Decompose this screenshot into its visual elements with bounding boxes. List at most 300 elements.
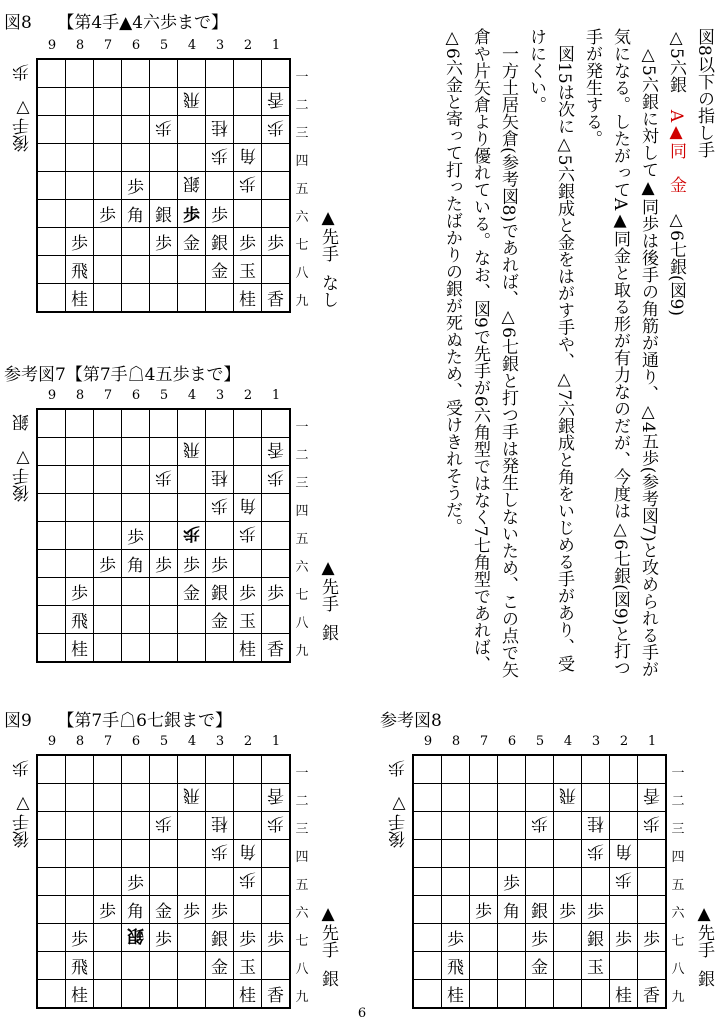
board-square — [38, 494, 66, 522]
board-square — [94, 466, 122, 494]
board-square — [638, 896, 665, 924]
board-square — [38, 438, 66, 466]
rank-label: 五 — [671, 878, 685, 893]
rank-label: 一 — [295, 766, 309, 781]
board-square — [66, 172, 94, 200]
gote-piece: 歩 — [267, 117, 284, 137]
board-square — [262, 896, 289, 924]
sente-piece: 歩 — [155, 930, 172, 950]
sente-piece: 飛 — [71, 262, 88, 282]
board-square — [262, 868, 289, 896]
paragraph-3: 一方土居矢倉(参考図8)であれば、△6七銀と打つ手は発生しないため、この点で矢倉や片矢倉より優れている。なお、図9で先手が6六角型ではなく7七角型であれば、△6六金と寄って打ったばかりの銀が死ぬため、受けきれそうだ。 — [442, 28, 518, 678]
board-square — [150, 466, 178, 494]
board-square — [150, 896, 178, 924]
board-square — [262, 200, 289, 228]
rank-label: 八 — [295, 962, 309, 977]
board-square — [66, 410, 94, 438]
gote-piece: 角 — [239, 841, 256, 861]
sente-label: ▲先手 — [318, 904, 338, 958]
board-square — [66, 606, 94, 634]
sente-piece: 銀 — [211, 930, 228, 950]
sente-piece: 桂 — [71, 290, 88, 310]
board-square — [38, 840, 66, 868]
board-square — [94, 60, 122, 88]
board-square — [122, 980, 150, 1007]
board-square — [122, 200, 150, 228]
board-square — [94, 578, 122, 606]
board-square — [66, 952, 94, 980]
sente-label: ▲先手 — [318, 208, 338, 262]
rank-label: 四 — [295, 504, 309, 519]
gote-piece: 角 — [615, 841, 632, 861]
board-square — [582, 980, 610, 1007]
board-square — [206, 606, 234, 634]
sente-hand: 銀 — [694, 970, 714, 987]
board-square — [94, 924, 122, 952]
board-square — [206, 144, 234, 172]
gote-piece: 香 — [267, 89, 284, 109]
gote-piece: 歩 — [155, 813, 172, 833]
file-label: 9 — [47, 734, 57, 749]
board-square — [94, 172, 122, 200]
board-square — [262, 172, 289, 200]
board-square — [150, 144, 178, 172]
move-1: △5六銀 — [666, 28, 686, 93]
sente-piece: 歩 — [211, 902, 228, 922]
board-square — [150, 200, 178, 228]
board-square — [414, 868, 442, 896]
board-square — [234, 116, 262, 144]
board-square — [206, 60, 234, 88]
board-square — [206, 952, 234, 980]
board-square — [178, 840, 206, 868]
board-square — [178, 952, 206, 980]
board-square — [150, 756, 178, 784]
board-square — [234, 228, 262, 256]
board-square — [526, 980, 554, 1007]
sente-piece: 歩 — [475, 902, 492, 922]
board-square — [94, 200, 122, 228]
board-square — [66, 256, 94, 284]
board-square — [122, 60, 150, 88]
board-square — [38, 172, 66, 200]
board-square — [66, 924, 94, 952]
gote-label: 後手▽ — [389, 794, 409, 848]
file-label: 8 — [75, 734, 85, 749]
sente-piece: 歩 — [183, 206, 200, 226]
board-square — [234, 88, 262, 116]
board-square — [38, 88, 66, 116]
board-square — [178, 172, 206, 200]
sente-hand: 銀 — [318, 970, 338, 987]
gote-hand: 銀 — [13, 414, 33, 431]
board-square — [122, 756, 150, 784]
gote-piece: 香 — [267, 785, 284, 805]
board-square — [582, 896, 610, 924]
board-square — [498, 896, 526, 924]
board-square — [66, 284, 94, 311]
board-square — [150, 550, 178, 578]
board-square — [38, 634, 66, 661]
file-label: 9 — [423, 734, 433, 749]
board-square — [262, 410, 289, 438]
board-square — [178, 466, 206, 494]
sente-piece: 飛 — [71, 958, 88, 978]
board-square — [498, 784, 526, 812]
rank-label: 九 — [671, 990, 685, 1005]
board-square — [206, 840, 234, 868]
sente-piece: 歩 — [559, 902, 576, 922]
file-label: 1 — [271, 734, 281, 749]
sente-piece: 角 — [127, 902, 144, 922]
board-square — [206, 784, 234, 812]
board-square — [38, 896, 66, 924]
rank-label: 九 — [295, 644, 309, 659]
gote-piece: 歩 — [239, 523, 256, 543]
board-square — [262, 784, 289, 812]
board-square — [554, 784, 582, 812]
rank-label: 五 — [295, 532, 309, 547]
board-square — [38, 256, 66, 284]
board-square — [234, 200, 262, 228]
board-square — [414, 924, 442, 952]
sente-piece: 銀 — [587, 930, 604, 950]
file-label: 6 — [507, 734, 517, 749]
board-square — [638, 784, 665, 812]
board-square — [122, 284, 150, 311]
sente-piece: 歩 — [211, 556, 228, 576]
board-square — [442, 924, 470, 952]
board-square — [178, 924, 206, 952]
board-square — [94, 494, 122, 522]
board-square — [206, 256, 234, 284]
board-square — [66, 60, 94, 88]
rank-label: 六 — [295, 906, 309, 921]
board-square — [178, 144, 206, 172]
sente-piece: 桂 — [239, 640, 256, 660]
board-square — [66, 784, 94, 812]
board-square — [122, 466, 150, 494]
board-square — [638, 924, 665, 952]
board-square — [66, 756, 94, 784]
file-label: 1 — [271, 38, 281, 53]
board-square — [526, 868, 554, 896]
rank-label: 九 — [295, 990, 309, 1005]
board-square — [94, 522, 122, 550]
board-square — [554, 896, 582, 924]
board-square — [150, 116, 178, 144]
board-square — [262, 756, 289, 784]
file-label: 3 — [591, 734, 601, 749]
sente-piece: 玉 — [239, 958, 256, 978]
board-square — [262, 634, 289, 661]
board-square — [178, 284, 206, 311]
board-square — [150, 578, 178, 606]
gote-piece: 桂 — [211, 117, 228, 137]
board-square — [234, 980, 262, 1007]
sente-piece: 歩 — [531, 930, 548, 950]
sente-piece: 歩 — [239, 584, 256, 604]
board-square — [150, 228, 178, 256]
gote-label: 後手▽ — [13, 794, 33, 848]
sente-piece: 歩 — [211, 206, 228, 226]
file-label: 2 — [243, 388, 253, 403]
paragraph-2: 図15は次に△5六銀成と金をはがす手や、△7六銀成と角をいじめる手があり、受けにくい。 — [526, 28, 574, 673]
board-square — [122, 868, 150, 896]
board-square — [38, 784, 66, 812]
board-square — [638, 756, 665, 784]
board-square — [554, 840, 582, 868]
board-square — [498, 840, 526, 868]
board-square — [206, 172, 234, 200]
board-square — [206, 522, 234, 550]
gote-piece: 歩 — [267, 467, 284, 487]
rank-label: 三 — [671, 822, 685, 837]
shogi-board — [36, 408, 291, 663]
board-square — [234, 606, 262, 634]
board-square — [470, 840, 498, 868]
board-square — [178, 784, 206, 812]
file-label: 7 — [103, 734, 113, 749]
file-label: 7 — [479, 734, 489, 749]
board-square — [150, 634, 178, 661]
board-square — [470, 896, 498, 924]
board-square — [122, 228, 150, 256]
board-square — [262, 606, 289, 634]
board-square — [262, 980, 289, 1007]
board-square — [66, 840, 94, 868]
shogi-board — [36, 58, 291, 313]
board-square — [442, 896, 470, 924]
rank-label: 三 — [295, 126, 309, 141]
board-square — [38, 200, 66, 228]
board-square — [610, 924, 638, 952]
board-square — [638, 980, 665, 1007]
board-square — [150, 410, 178, 438]
board-square — [178, 228, 206, 256]
board-square — [178, 634, 206, 661]
gote-piece: 歩 — [211, 495, 228, 515]
file-label: 6 — [131, 388, 141, 403]
board-square — [206, 980, 234, 1007]
file-label: 7 — [103, 388, 113, 403]
diagram-title: 参考図8 — [380, 711, 442, 731]
board-square — [206, 578, 234, 606]
gote-piece: 歩 — [211, 145, 228, 165]
board-square — [122, 952, 150, 980]
board-square — [38, 578, 66, 606]
board-square — [38, 756, 66, 784]
board-square — [234, 840, 262, 868]
sente-piece: 金 — [155, 902, 172, 922]
board-square — [582, 812, 610, 840]
board-square — [554, 980, 582, 1007]
sente-piece: 歩 — [127, 528, 144, 548]
gote-piece: 飛 — [183, 439, 200, 459]
gote-hand: 歩 — [13, 760, 33, 777]
sente-piece: 歩 — [183, 556, 200, 576]
board-square — [122, 144, 150, 172]
sente-piece: 歩 — [267, 234, 284, 254]
file-label: 4 — [187, 38, 197, 53]
rank-label: 六 — [295, 210, 309, 225]
board-square — [638, 952, 665, 980]
rank-label: 七 — [295, 238, 309, 253]
board-square — [610, 952, 638, 980]
board-square — [94, 784, 122, 812]
sente-piece: 桂 — [71, 986, 88, 1006]
board-square — [526, 952, 554, 980]
board-square — [610, 840, 638, 868]
file-label: 5 — [159, 388, 169, 403]
board-square — [470, 952, 498, 980]
board-square — [414, 980, 442, 1007]
rank-label: 七 — [671, 934, 685, 949]
board-square — [206, 228, 234, 256]
board-square — [150, 606, 178, 634]
gote-piece: 桂 — [211, 467, 228, 487]
board-square — [234, 868, 262, 896]
sente-piece: 金 — [531, 958, 548, 978]
file-label: 1 — [647, 734, 657, 749]
board-square — [234, 634, 262, 661]
board-square — [122, 438, 150, 466]
board-square — [178, 522, 206, 550]
board-square — [442, 784, 470, 812]
board-square — [178, 116, 206, 144]
gote-piece: 飛 — [183, 785, 200, 805]
rank-label: 九 — [295, 294, 309, 309]
file-label: 2 — [243, 734, 253, 749]
board-square — [38, 812, 66, 840]
board-square — [206, 868, 234, 896]
sente-piece: 歩 — [71, 234, 88, 254]
sente-piece: 歩 — [183, 902, 200, 922]
rank-label: 四 — [671, 850, 685, 865]
board-square — [38, 550, 66, 578]
board-square — [234, 494, 262, 522]
board-square — [66, 634, 94, 661]
rank-label: 六 — [295, 560, 309, 575]
board-square — [262, 522, 289, 550]
board-square — [94, 634, 122, 661]
gote-hand: 歩 — [13, 64, 33, 81]
sente-piece: 金 — [183, 584, 200, 604]
board-square — [150, 980, 178, 1007]
board-square — [234, 952, 262, 980]
board-square — [66, 116, 94, 144]
sente-piece: 角 — [127, 206, 144, 226]
sente-piece: 歩 — [99, 556, 116, 576]
file-label: 1 — [271, 388, 281, 403]
sente-piece: 歩 — [155, 556, 172, 576]
gote-piece: 香 — [643, 785, 660, 805]
board-square — [234, 812, 262, 840]
board-square — [150, 924, 178, 952]
file-label: 6 — [131, 38, 141, 53]
sente-piece: 玉 — [239, 262, 256, 282]
board-square — [66, 868, 94, 896]
board-square — [206, 466, 234, 494]
board-square — [262, 494, 289, 522]
sente-piece: 金 — [211, 262, 228, 282]
board-square — [498, 952, 526, 980]
board-square — [234, 522, 262, 550]
board-square — [234, 784, 262, 812]
file-label: 5 — [159, 38, 169, 53]
board-square — [234, 466, 262, 494]
board-square — [206, 634, 234, 661]
board-square — [442, 840, 470, 868]
file-label: 3 — [215, 734, 225, 749]
sente-piece: 桂 — [239, 986, 256, 1006]
board-square — [414, 840, 442, 868]
board-square — [94, 840, 122, 868]
board-square — [94, 980, 122, 1007]
board-square — [526, 840, 554, 868]
rank-label: 八 — [295, 266, 309, 281]
board-square — [38, 606, 66, 634]
board-square — [150, 522, 178, 550]
move-2: A▲同 金 — [666, 109, 686, 194]
board-square — [442, 980, 470, 1007]
sente-piece: 飛 — [447, 958, 464, 978]
sente-piece: 桂 — [239, 290, 256, 310]
board-square — [470, 784, 498, 812]
sente-piece: 銀 — [155, 206, 172, 226]
board-square — [526, 812, 554, 840]
board-square — [206, 116, 234, 144]
board-square — [122, 410, 150, 438]
board-square — [262, 840, 289, 868]
diagram-title: 図9 【第7手☖6七銀まで】 — [4, 711, 232, 731]
board-square — [178, 896, 206, 924]
board-square — [94, 88, 122, 116]
board-square — [94, 812, 122, 840]
board-square — [178, 550, 206, 578]
board-square — [206, 494, 234, 522]
file-label: 2 — [619, 734, 629, 749]
board-square — [178, 578, 206, 606]
board-square — [498, 980, 526, 1007]
sente-piece: 歩 — [503, 874, 520, 894]
gote-piece: 角 — [239, 495, 256, 515]
board-square — [206, 896, 234, 924]
board-square — [150, 784, 178, 812]
file-label: 5 — [159, 734, 169, 749]
board-square — [178, 410, 206, 438]
board-square — [610, 784, 638, 812]
gote-piece: 銀 — [183, 173, 200, 193]
sente-hand: なし — [318, 274, 338, 308]
board-square — [66, 228, 94, 256]
board-square — [582, 756, 610, 784]
board-square — [638, 840, 665, 868]
board-square — [234, 284, 262, 311]
board-square — [38, 410, 66, 438]
sente-piece: 香 — [267, 986, 284, 1006]
board-square — [206, 410, 234, 438]
file-label: 8 — [75, 388, 85, 403]
board-square — [414, 896, 442, 924]
board-square — [582, 840, 610, 868]
board-square — [262, 438, 289, 466]
board-square — [178, 606, 206, 634]
board-square — [150, 88, 178, 116]
file-label: 9 — [47, 388, 57, 403]
diagram-title: 参考図7【第7手☖4五歩まで】 — [4, 365, 241, 385]
page-number: 6 — [357, 1006, 367, 1021]
